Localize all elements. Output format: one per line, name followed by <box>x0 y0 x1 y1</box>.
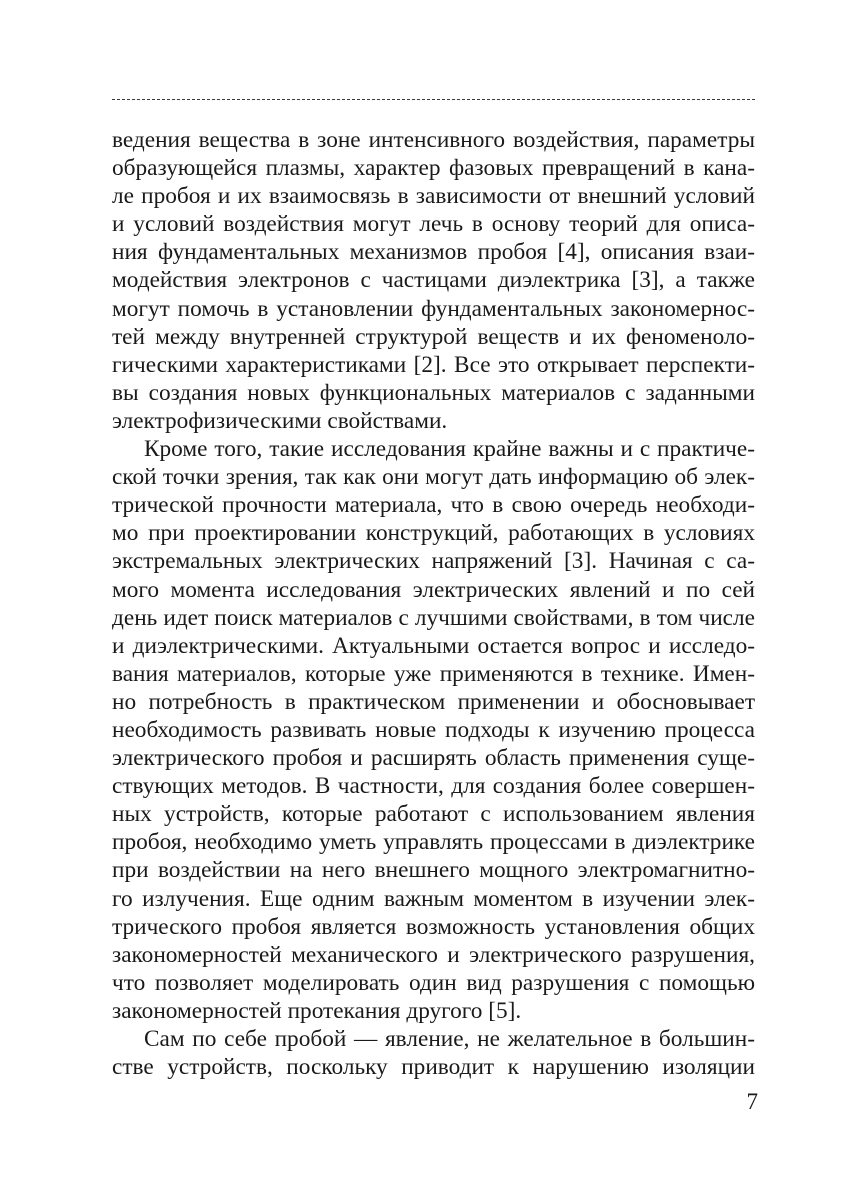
text-line: ных устройств, которые работают с использованием явления <box>112 801 755 828</box>
text-line: мо при проектировании конструкций, работающих в условиях <box>112 520 755 547</box>
text-line: образующейся плазмы, характер фазовых превращений в кана- <box>112 155 755 182</box>
text-line: могут помочь в установлении фундаментальных закономернос- <box>112 295 755 322</box>
text-line: необходимость развивать новые подходы к изучению процесса <box>112 716 755 743</box>
page-number: 7 <box>746 1089 758 1114</box>
text-line: закономерностей механического и электрического разрушения, <box>112 941 755 968</box>
paragraph-1 <box>112 126 755 435</box>
header-dashed-rule <box>112 99 755 100</box>
paragraph-3 <box>112 1025 755 1081</box>
text-line: ствующих методов. В частности, для создания более совершен- <box>112 773 755 800</box>
body-text <box>112 126 755 1081</box>
text-line: экстремальных электрических напряжений [3]. Начиная с са- <box>112 548 755 575</box>
text-line: при воздействии на него внешнего мощного электромагнитно- <box>112 857 755 884</box>
text-line: ния фундаментальных механизмов пробоя [4], описания взаи- <box>112 239 755 266</box>
text-line: трической прочности материала, что в свою очередь необходи- <box>112 492 755 519</box>
text-line: закономерностей протекания другого [5]. <box>112 997 522 1024</box>
text-line: трического пробоя является возможность установления общих <box>112 913 755 940</box>
text-line: и условий воздействия могут лечь в основу теорий для описа- <box>112 211 755 238</box>
text-line: ской точки зрения, так как они могут дать информацию об элек- <box>112 464 755 491</box>
text-line: модействия электронов с частицами диэлектрика [3], а также <box>112 267 755 294</box>
text-line: и диэлектрическими. Актуальными остается вопрос и исследо- <box>112 632 755 659</box>
text-line: вы создания новых функциональных материалов с заданными <box>112 379 755 406</box>
text-line: го излучения. Еще одним важным моментом в изучении элек- <box>112 885 755 912</box>
text-line: день идет поиск материалов с лучшими свойствами, в том числе <box>112 604 755 631</box>
text-line: Сам по себе пробой — явление, не желательное в большин- <box>144 1026 755 1052</box>
text-line: гическими характеристиками [2]. Все это открывает перспекти- <box>112 351 755 378</box>
text-line: тей между внутренней структурой веществ и их феноменоло- <box>112 323 755 350</box>
text-line: вания материалов, которые уже применяются в технике. Имен- <box>112 660 755 687</box>
text-line: ведения вещества в зоне интенсивного воздействия, параметры <box>112 127 755 153</box>
text-line: стве устройств, поскольку приводит к нарушению изоляции <box>112 1054 755 1081</box>
text-line: пробоя, необходимо уметь управлять процессами в диэлектрике <box>112 829 755 856</box>
text-line: мого момента исследования электрических явлений и по сей <box>112 576 755 603</box>
text-line: но потребность в практическом применении и обосновывает <box>112 688 755 715</box>
text-line: Кроме того, такие исследования крайне важны и с практиче- <box>144 436 755 463</box>
text-line: что позволяет моделировать один вид разрушения с помощью <box>112 969 755 996</box>
text-line: электрофизическими свойствами. <box>112 407 448 434</box>
paragraph-2 <box>112 435 755 1025</box>
text-line: электрического пробоя и расширять область применения суще- <box>112 745 755 772</box>
text-line: ле пробоя и их взаимосвязь в зависимости от внешний условий <box>112 183 755 210</box>
